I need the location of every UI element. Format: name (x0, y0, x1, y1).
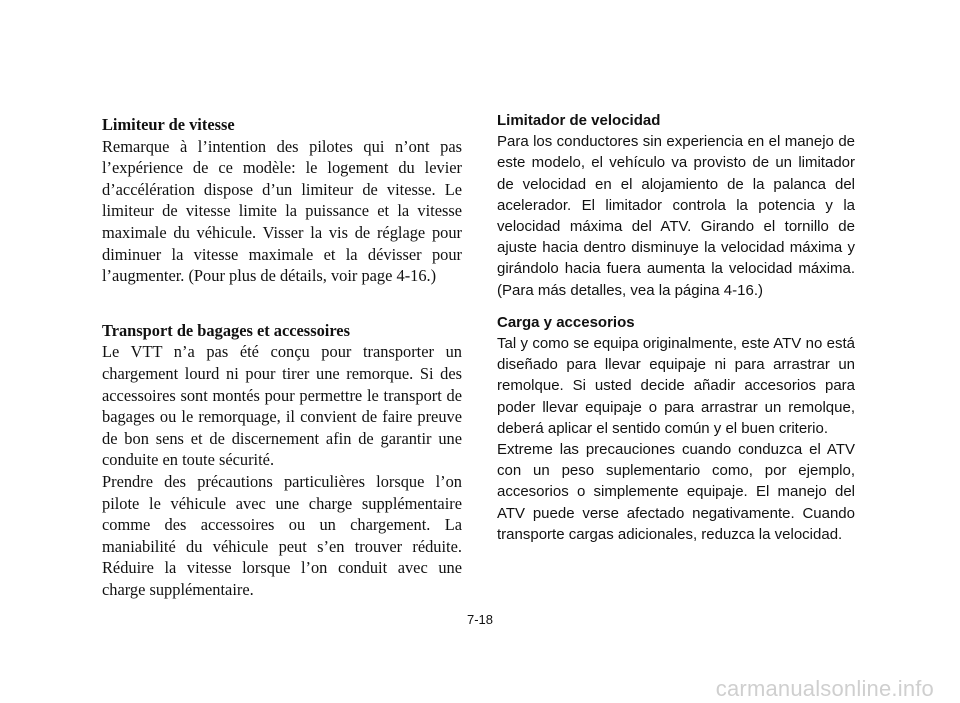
spanish-paragraph: Tal y como se equipa originalmente, este ATV no está diseñado para llevar equipaje ni para arrastrar un remolque. Si usted decide añadir accesorios para poder llevar equipaje o para arrastrar un remolque, deberá aplicar el sentido común y el buen criterio. (497, 335, 855, 437)
french-paragraph: Le VTT n’a pas été conçu pour transporter un chargement lourd ni pour tirer une remorque. Si des accessoires sont montés pour permettre le transport de bagages ou le remorquage, il convient de faire preuve de bon sens et de discernement afin de garantir une conduite en toute sécurité. (102, 342, 462, 470)
french-paragraph: Prendre des précautions particulières lorsque l’on pilote le véhicule avec une charge supplémentaire comme des accessoires ou un chargement. La maniabilité du véhicule peut s’en trouver réduite. Réduire la vitesse lorsque l’on conduit avec une charge supplémentaire. (102, 471, 462, 599)
french-section-luggage (102, 320, 462, 601)
french-section-speed-limiter (102, 114, 462, 287)
spanish-column (497, 110, 855, 545)
section-spacer (497, 301, 855, 312)
spanish-section-cargo (497, 312, 855, 545)
spanish-section-speed-limiter (497, 110, 855, 301)
spanish-section-title: Carga y accesorios (497, 313, 635, 331)
french-paragraph: Remarque à l’intention des pilotes qui n’ont pas l’expérience de ce modèle: le logement du levier d’accélération dispose d’un limiteur de vitesse. Le limiteur de vitesse limite la puissance et la vitesse maximale du véhicule. Visser la vis de réglage pour diminuer la vitesse maximale et la dévisser pour l’augmenter. (Pour plus de détails, voir page 4-16.) (102, 136, 462, 286)
page-number: 7-18 (466, 612, 494, 627)
spanish-paragraph: Para los conductores sin experiencia en el manejo de este modelo, el vehículo va provisto de un limitador de velocidad en el alojamiento de la palanca del acelerador. El limitador controla la potencia y la velocidad máxima del ATV. Girando el tornillo de ajuste hacia dentro disminuye la velocidad máxima y girándolo hacia fuera aumenta la velocidad máxima. (Para más detalles, vea la página 4-16.) (497, 133, 855, 299)
french-column (102, 114, 462, 600)
french-section-title: Transport de bagages et accessoires (102, 320, 350, 340)
section-spacer (102, 287, 462, 320)
french-section-title: Limiteur de vitesse (102, 115, 235, 134)
watermark: carmanualsonline.info (715, 676, 934, 701)
spanish-section-title: Limitador de velocidad (497, 112, 661, 129)
spanish-paragraph: Extreme las precauciones cuando conduzca el ATV con un peso suplementario como, por ejemplo, accesorios o simplemente equipaje. El manejo del ATV puede verse afectado negativamente. Cuando transporte cargas adicionales, reduzca la velocidad. (497, 441, 855, 543)
